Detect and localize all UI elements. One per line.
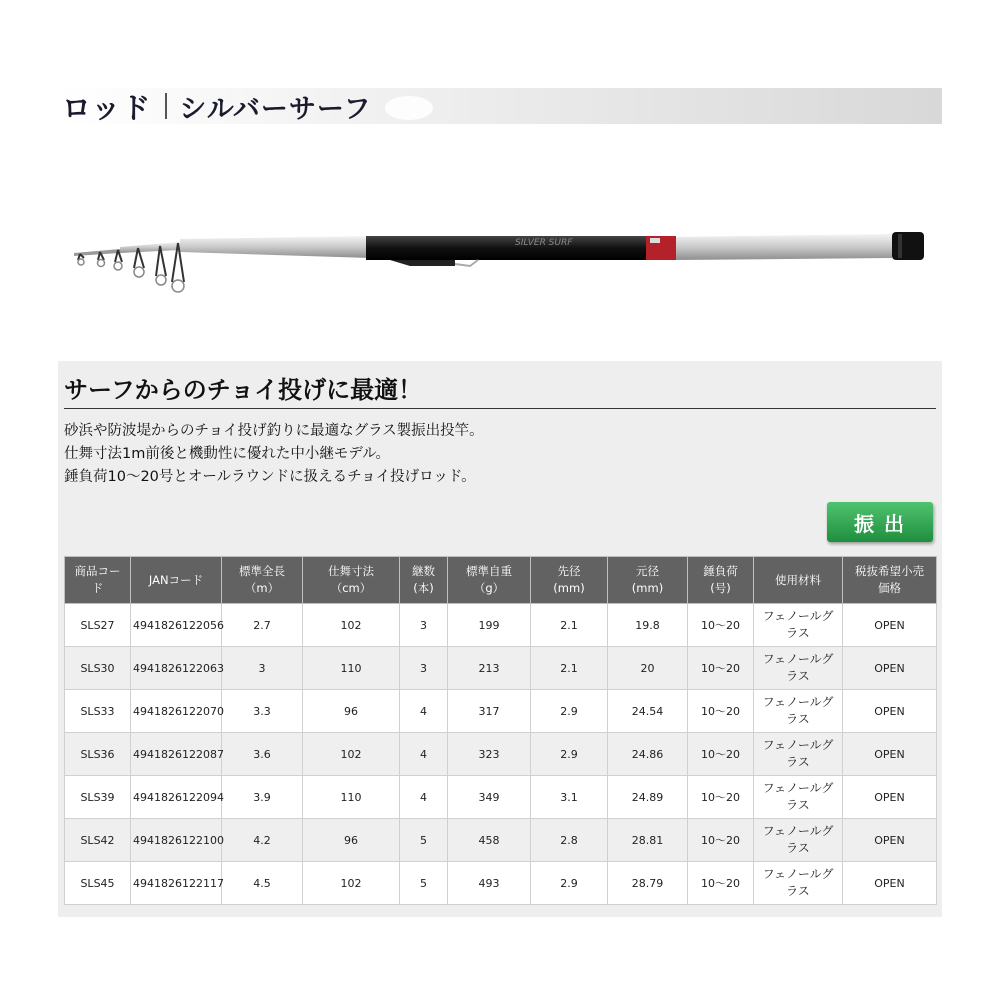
table-cell: 5	[400, 862, 448, 905]
column-header-text: 継数	[412, 564, 435, 578]
table-cell: 349	[448, 776, 531, 819]
column-header-text: （g）	[473, 581, 505, 595]
rod-icon	[60, 220, 940, 300]
column-header-text: ド	[91, 581, 104, 595]
column-header-text: 標準全長	[239, 564, 285, 578]
column-header	[448, 557, 531, 604]
table-cell: 323	[448, 733, 531, 776]
table-cell: 4	[400, 776, 448, 819]
column-header-text: 仕舞寸法	[328, 564, 374, 578]
table-cell: 28.81	[608, 819, 688, 862]
table-cell: OPEN	[843, 862, 937, 905]
table-cell: 10～20	[688, 733, 754, 776]
table-cell: OPEN	[843, 647, 937, 690]
description-line: 仕舞寸法1m前後と機動性に優れた中小継モデル。	[64, 446, 390, 462]
table-cell: 102	[303, 604, 400, 647]
table-cell: 4941826122063	[131, 647, 222, 690]
column-header-text: (mm)	[631, 581, 664, 595]
rod-type-button[interactable]: 振出	[827, 502, 933, 542]
page-title	[62, 88, 372, 124]
column-header-text: 商品コー	[74, 564, 121, 578]
table-header-row	[65, 557, 937, 604]
table-cell: 10～20	[688, 647, 754, 690]
table-cell: OPEN	[843, 819, 937, 862]
table-cell: SLS36	[65, 733, 131, 776]
column-header-text: （m）	[244, 581, 280, 595]
table-row	[65, 819, 937, 862]
table-cell: 2.7	[222, 604, 303, 647]
table-cell: OPEN	[843, 776, 937, 819]
table-cell: 10～20	[688, 776, 754, 819]
table-cell: 20	[608, 647, 688, 690]
table-cell: 102	[303, 733, 400, 776]
table-cell: 2.1	[531, 604, 608, 647]
table-cell: 110	[303, 647, 400, 690]
svg-text:SILVER SURF: SILVER SURF	[515, 238, 573, 248]
table-cell: 4	[400, 690, 448, 733]
table-cell: OPEN	[843, 690, 937, 733]
table-body	[65, 604, 937, 905]
table-cell: SLS45	[65, 862, 131, 905]
column-header-text: 元径	[636, 564, 659, 578]
table-row	[65, 690, 937, 733]
table-cell: SLS33	[65, 690, 131, 733]
heading-rule	[64, 408, 936, 409]
column-header-text: 使用材料	[775, 572, 821, 587]
column-header-text: （cm）	[330, 581, 372, 595]
table-cell: フェノールグ ラス	[754, 690, 843, 733]
column-header	[222, 557, 303, 604]
column-header-text: 先径	[557, 564, 581, 578]
column-header	[65, 557, 131, 604]
table-cell: 3	[400, 604, 448, 647]
table-cell: 3.6	[222, 733, 303, 776]
table-cell: SLS39	[65, 776, 131, 819]
table-cell: SLS30	[65, 647, 131, 690]
table-row	[65, 862, 937, 905]
column-header	[754, 557, 843, 604]
table-row	[65, 733, 937, 776]
table-cell: 458	[448, 819, 531, 862]
table-cell: 2.9	[531, 733, 608, 776]
column-header	[303, 557, 400, 604]
table-cell: 213	[448, 647, 531, 690]
table-cell: 2.9	[531, 690, 608, 733]
column-header-text: (号)	[710, 581, 731, 595]
table-cell: 24.89	[608, 776, 688, 819]
column-header-text: 錘負荷	[703, 564, 738, 578]
table-cell: 3	[222, 647, 303, 690]
table-cell: 28.79	[608, 862, 688, 905]
catchphrase-heading: サーフからのチョイ投げに最適！	[64, 376, 423, 404]
table-cell: 110	[303, 776, 400, 819]
table-cell: 19.8	[608, 604, 688, 647]
table-cell: 199	[448, 604, 531, 647]
column-header	[531, 557, 608, 604]
table-cell: 4941826122117	[131, 862, 222, 905]
description	[64, 420, 924, 489]
table-cell: 24.54	[608, 690, 688, 733]
table-cell: 2.9	[531, 862, 608, 905]
table-cell: 10～20	[688, 862, 754, 905]
table-cell: 10～20	[688, 604, 754, 647]
table-row	[65, 776, 937, 819]
table-cell: 317	[448, 690, 531, 733]
title-divider	[165, 93, 167, 119]
spec-table	[64, 556, 937, 905]
table-cell: SLS27	[65, 604, 131, 647]
table-cell: SLS42	[65, 819, 131, 862]
table-cell: 493	[448, 862, 531, 905]
column-header	[608, 557, 688, 604]
table-cell: 102	[303, 862, 400, 905]
column-header	[400, 557, 448, 604]
table-cell: 2.1	[531, 647, 608, 690]
column-header	[843, 557, 937, 604]
table-cell: フェノールグ ラス	[754, 776, 843, 819]
table-cell: 3.9	[222, 776, 303, 819]
table-cell: 4.2	[222, 819, 303, 862]
column-header-text: 税抜希望小売	[855, 564, 924, 578]
description-line: 錘負荷10～20号とオールラウンドに扱えるチョイ投げロッド。	[64, 469, 476, 485]
category-label: ロッド	[62, 90, 152, 125]
column-header-text: (本)	[413, 581, 434, 595]
table-cell: OPEN	[843, 733, 937, 776]
table-cell: 4941826122094	[131, 776, 222, 819]
table-cell: フェノールグ ラス	[754, 604, 843, 647]
table-cell: 4941826122070	[131, 690, 222, 733]
header-highlight	[385, 96, 433, 120]
table-cell: フェノールグ ラス	[754, 819, 843, 862]
table-cell: 2.8	[531, 819, 608, 862]
table-cell: 96	[303, 690, 400, 733]
column-header-text: 標準自重	[466, 564, 512, 578]
column-header	[131, 557, 222, 604]
table-cell: OPEN	[843, 604, 937, 647]
table-cell: 3	[400, 647, 448, 690]
column-header-text: (mm)	[553, 581, 585, 595]
table-cell: フェノールグ ラス	[754, 862, 843, 905]
table-cell: 4.5	[222, 862, 303, 905]
surf-rod-illustration	[60, 220, 940, 300]
table-cell: 4	[400, 733, 448, 776]
table-cell: 4941826122056	[131, 604, 222, 647]
table-cell: 4941826122100	[131, 819, 222, 862]
column-header-text: 価格	[878, 581, 901, 595]
table-cell: 96	[303, 819, 400, 862]
table-cell: 5	[400, 819, 448, 862]
product-name: シルバーサーフ	[179, 93, 372, 125]
description-line: 砂浜や防波堤からのチョイ投げ釣りに最適なグラス製振出投竿。	[64, 423, 484, 439]
table-cell: フェノールグ ラス	[754, 733, 843, 776]
table-cell: 4941826122087	[131, 733, 222, 776]
table-row	[65, 604, 937, 647]
column-header-text: JANコード	[148, 572, 204, 587]
table-cell: フェノールグ ラス	[754, 647, 843, 690]
table-cell: 10～20	[688, 819, 754, 862]
table-cell: 3.1	[531, 776, 608, 819]
column-header	[688, 557, 754, 604]
table-cell: 3.3	[222, 690, 303, 733]
table-cell: 24.86	[608, 733, 688, 776]
table-row	[65, 647, 937, 690]
table-cell: 10～20	[688, 690, 754, 733]
